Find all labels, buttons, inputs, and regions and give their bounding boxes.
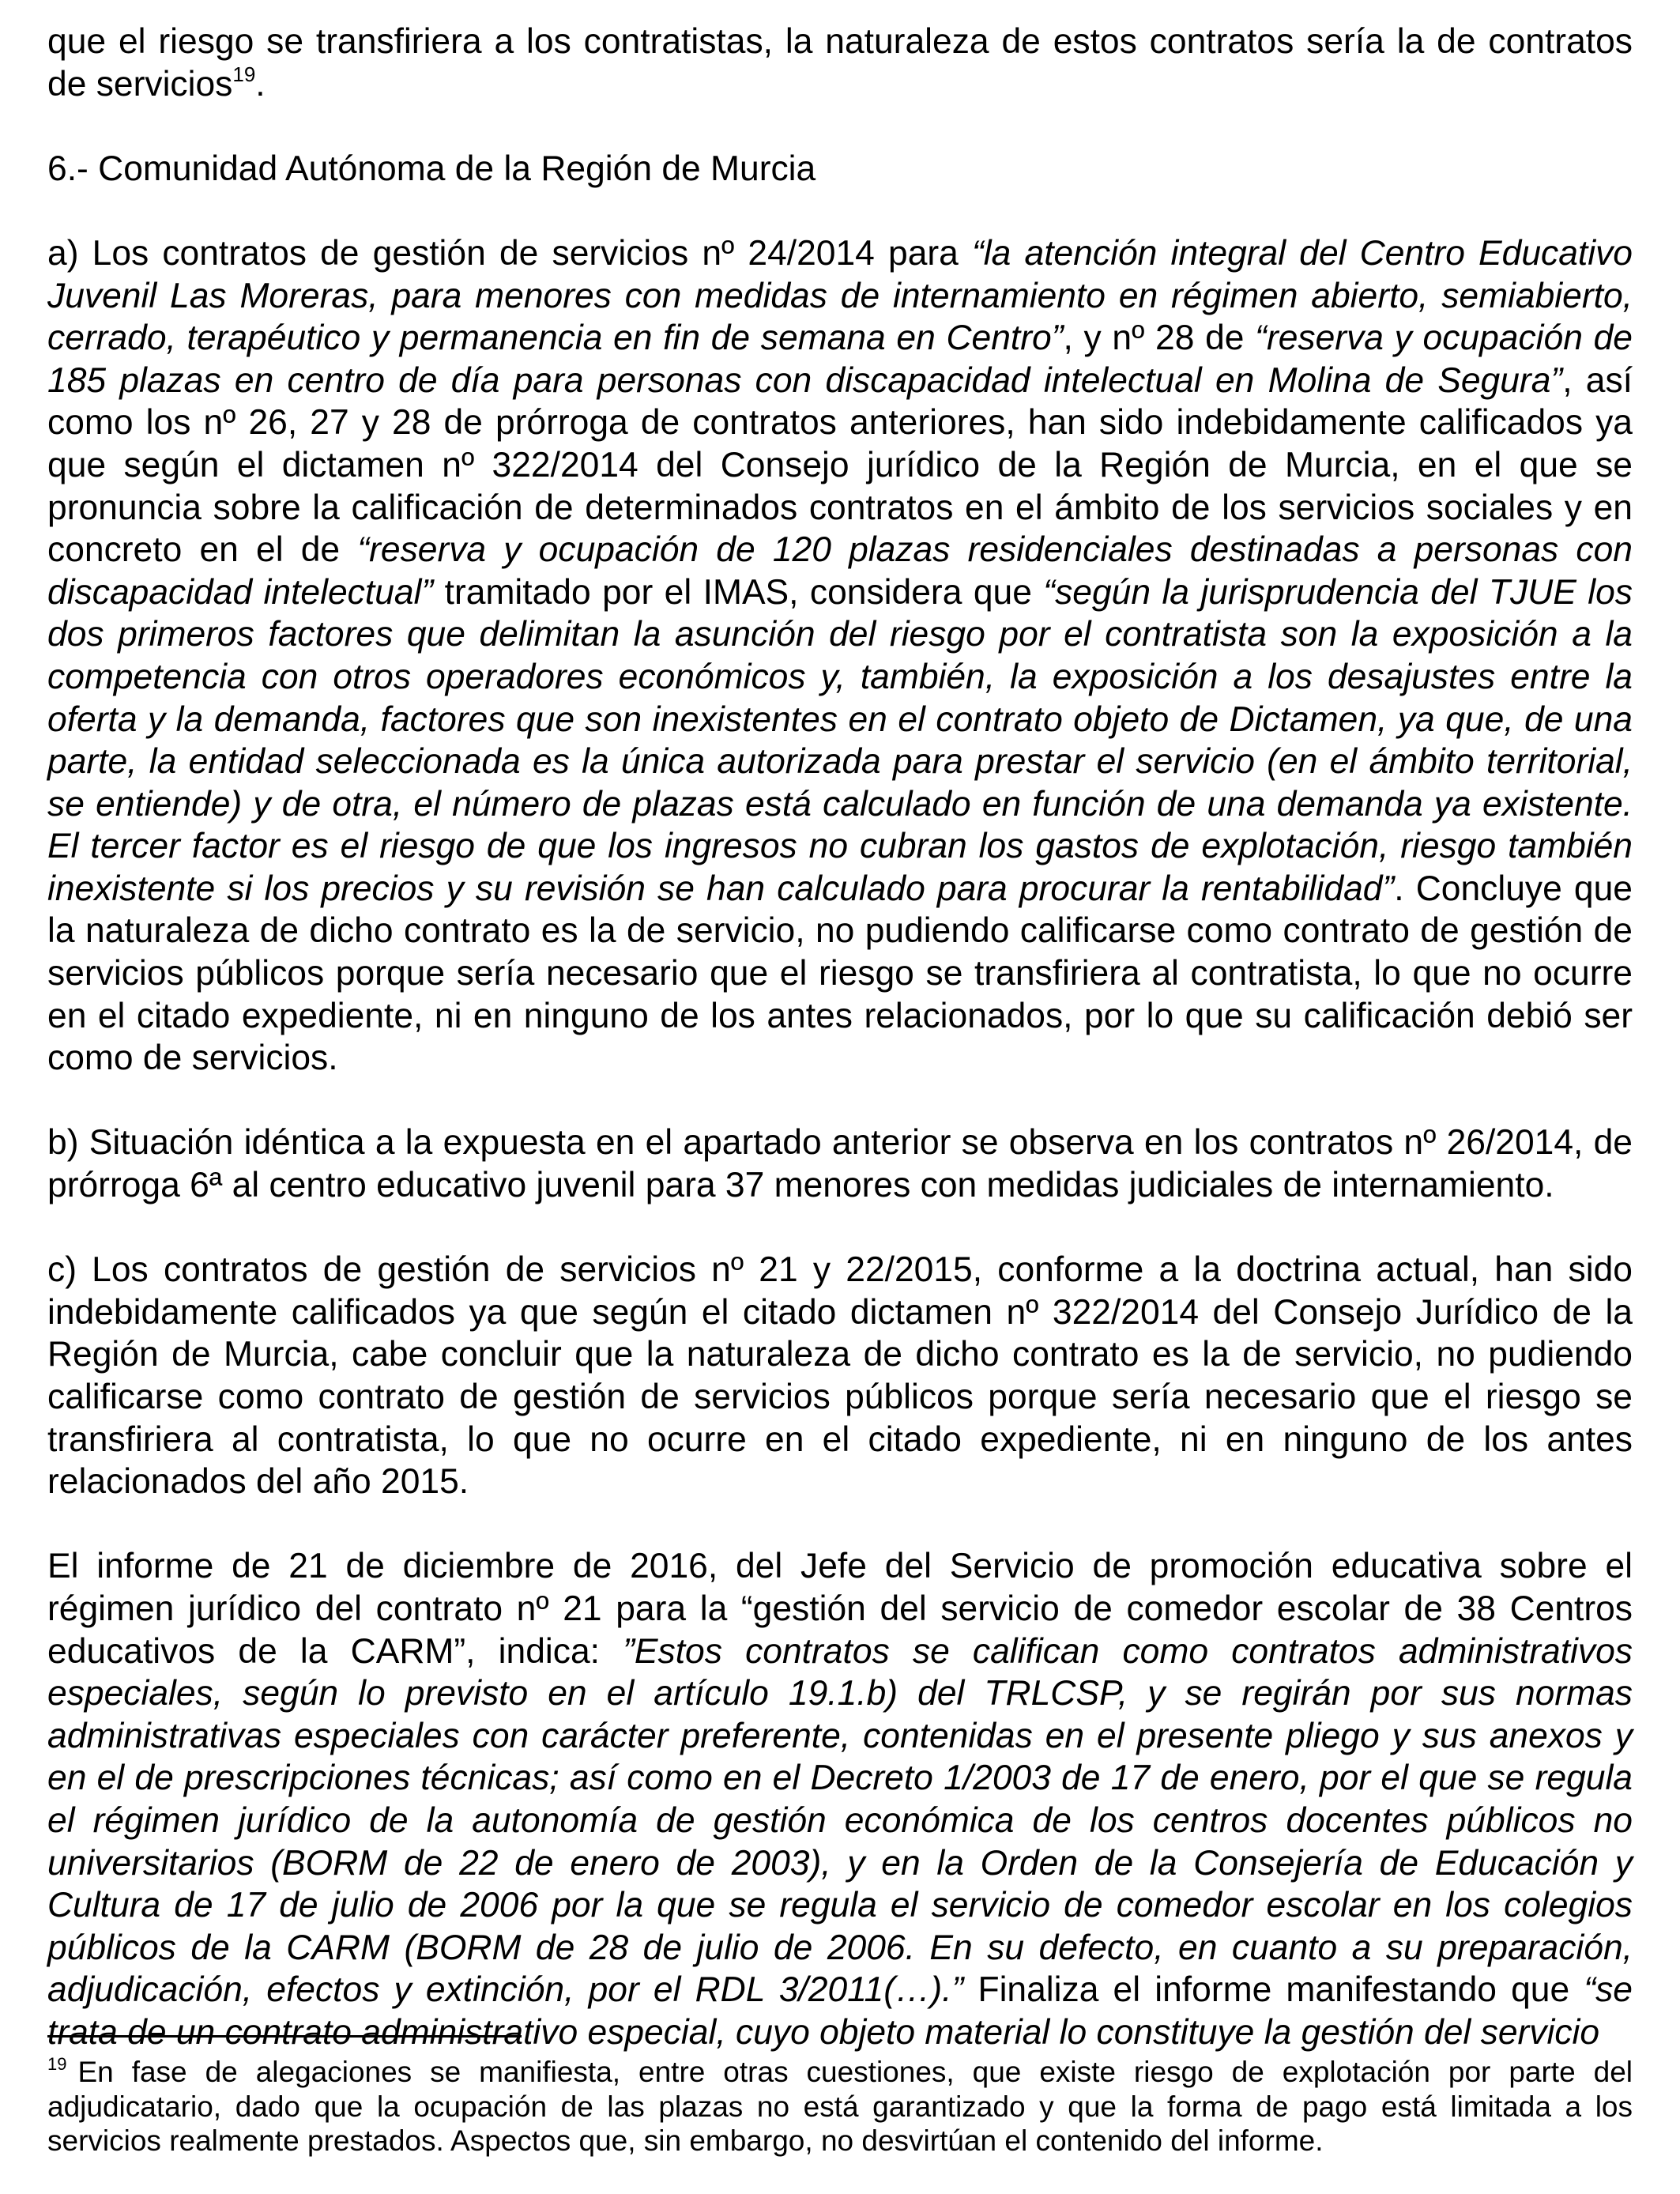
paragraph-a-quote: “reserva y ocupación de 120 plazas residenciales destinadas a personas con discapacidad intelectual” — [47, 530, 1633, 612]
paragraph-a-text: , y nº 28 de — [1063, 319, 1256, 358]
paragraph-a-text: tramitado por el IMAS, considera que — [433, 572, 1044, 612]
footnote-text: En fase de alegaciones se manifiesta, entre otras cuestiones, que existe riesgo de explotación por parte del adjudicatario, dado que la ocupación de las plazas no está garantizado y que la forma de pago está limitada a los servicios realmente prestados. Aspectos que, sin embargo, no desvirtúan el contenido del informe. — [47, 2056, 1633, 2157]
paragraph-a-text: , así como los nº 26, 27 y 28 de prórroga de contratos anteriores, han sido indebidamente calificados ya que según el dictamen nº 322/2014 del Consejo jurídico de la Región de Murcia, en el que se pronuncia sobre la calificación de determinados contratos en el ámbito de los servicios sociales y en concreto en el de — [47, 360, 1633, 570]
footnote — [47, 2055, 1633, 2158]
paragraph-intro-tail: . — [255, 64, 266, 104]
section-heading: 6.- Comunidad Autónoma de la Región de Murcia — [47, 149, 816, 188]
paragraph-a-text: a) Los contratos de gestión de servicios nº 24/2014 para — [47, 233, 973, 273]
document-body — [47, 21, 1633, 2054]
paragraph-a-quote: “según la jurisprudencia del TJUE los dos primeros factores que delimitan la asunción del riesgo por el contratista son la exposición a la competencia con otros operadores económicos y, también, la exposición a los desajustes entre la oferta y la demanda, factores que son inexistentes en el contrato objeto de Dictamen, ya que, de una parte, la entidad seleccionada es la única autorizada para prestar el servicio (en el ámbito territorial, se entiende) y de otra, el número de plazas está calculado en función de una demanda ya existente. El tercer factor es el riesgo de que los ingresos no cubran los gastos de explotación, riesgo también inexistente si los precios y su revisión se han calculado para procurar la rentabilidad” — [47, 572, 1633, 908]
paragraph-d-quote: ”Estos contratos se califican como contratos administrativos especiales, según lo previsto en el artículo 19.1.b) del TRLCSP, y se regirán por sus normas administrativas especiales con carácter preferente, contenidas en el presente pliego y sus anexos y en el de prescripciones técnicas; así como en el Decreto 1/2003 de 17 de enero, por el que se regula el régimen jurídico de la autonomía de gestión económica de los centros docentes públicos no universitarios (BORM de 22 de enero de 2003), y en la Orden de la Consejería de Educación y Cultura de 17 de julio de 2006 por la que se regula el servicio de comedor escolar en los colegios públicos de la CARM (BORM de 28 de julio de 2006. En su defecto, en cuanto a su preparación, adjudicación, efectos y extinción, por el RDL 3/2011(…).” — [47, 1631, 1633, 2010]
paragraph-intro-text: que el riesgo se transfiriera a los contratistas, la naturaleza de estos contratos sería la de contratos de servicios — [47, 22, 1633, 104]
paragraph-a-quote: “la atención integral del Centro Educativo Juvenil Las Moreras, para menores con medidas de internamiento en régimen abierto, semiabierto, cerrado, terapéutico y permanencia en fin de semana en Centro” — [47, 233, 1633, 358]
paragraph-b: b) Situación idéntica a la expuesta en el apartado anterior se observa en los contratos nº 26/2014, de prórroga 6ª al centro educativo juvenil para 37 menores con medidas judiciales de internamiento. — [47, 1123, 1633, 1205]
paragraph-d — [47, 1545, 1633, 2053]
footnote-separator — [47, 2035, 522, 2038]
paragraph-d-text: Finaliza el informe manifestando que — [963, 1970, 1584, 2010]
paragraph-c: c) Los contratos de gestión de servicios nº 21 y 22/2015, conforme a la doctrina actual, han sido indebidamente calificados ya que según el citado dictamen nº 322/2014 del Consejo Jurídico de la Región de Murcia, cabe concluir que la naturaleza de dicho contrato es la de servicio, no pudiendo calificarse como contrato de gestión de servicios públicos porque sería necesario que el riesgo se transfiriera al contratista, lo que no ocurre en el citado expediente, ni en ninguno de los antes relacionados del año 2015. — [47, 1250, 1633, 1502]
paragraph-a-text: . Concluye que la naturaleza de dicho contrato es la de servicio, no pudiendo calificarse como contrato de gestión de servicios públicos porque sería necesario que el riesgo se transfiriera al contratista, lo que no ocurre en el citado expediente, ni en ninguno de los antes relacionados, por lo que su calificación debió ser como de servicios. — [47, 869, 1633, 1078]
footnote-reference: 19 — [232, 62, 256, 86]
footnote-number: 19 — [47, 2054, 67, 2074]
paragraph-a — [47, 232, 1633, 1080]
paragraph-d-quote: “se trata de un contrato administrativo especial, cuyo objeto material lo constituye la gestión del servicio — [47, 1970, 1633, 2052]
paragraph-d-text: El informe de 21 de diciembre de 2016, del Jefe del Servicio de promoción educativa sobre el régimen jurídico del contrato nº 21 para la “gestión del servicio de comedor escolar de 38 Centros educativos de la CARM”, indica: — [47, 1547, 1633, 1671]
paragraph-intro — [47, 21, 1633, 105]
paragraph-a-quote: “reserva y ocupación de 185 plazas en centro de día para personas con discapacidad intelectual en Molina de Segura” — [47, 319, 1633, 400]
